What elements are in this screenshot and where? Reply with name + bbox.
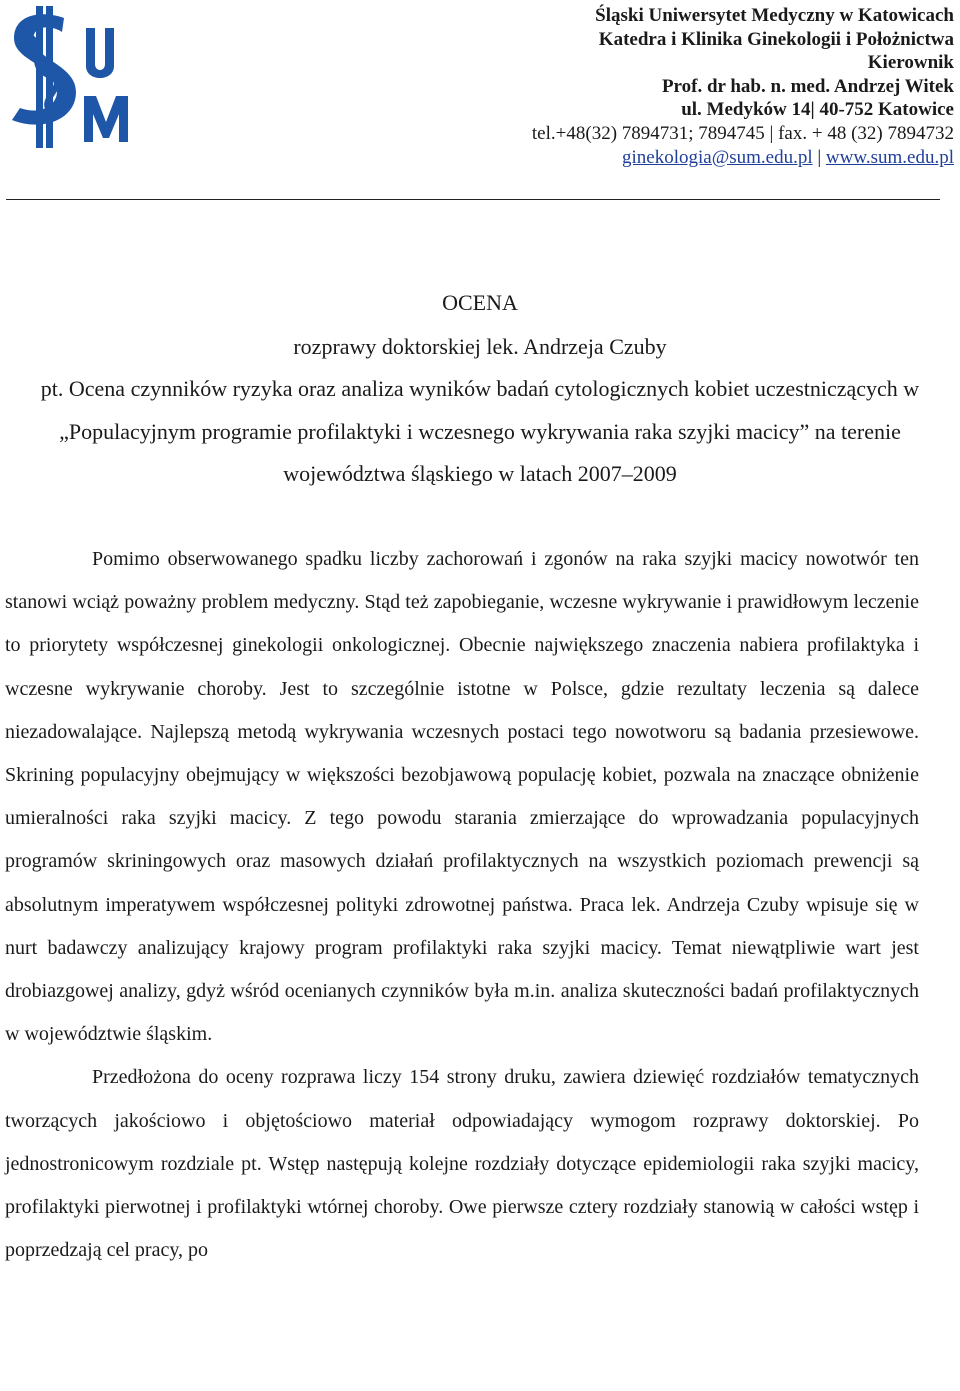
body-paragraph-1: Pomimo obserwowanego spadku liczby zachorowań i zgonów na raka szyjki macicy nowotwór ten stanowi wciąż poważny problem medyczny. Stąd też zapobieganie, wczesne wykrywanie i prawidłowym leczenie to priorytety współczesnej ginekologii onkologicznej. Obecnie największego znaczenia nabiera profilaktyka i wczesne wykrywanie choroby. Jest to szczególnie istotne w Polsce, gdzie rezultaty leczenia są dalece niezadowalające. Najlepszą metodą wykrywania wczesnych postaci tego nowotworu są badania przesiewowe. Skrining populacyjny obejmujący w większości bezobjawową populację kobiet, pozwala na znaczące obniżenie umieralności raka szyjki macicy. Z tego powodu starania zmierzające do wprowadzania populacyjnych programów skriningowych oraz masowych działań profilaktycznych na wszystkich poziomach prewencji są absolutnym imperatywem współczesnej polityki zdrowotnej państwa. Praca lek. Andrzeja Czuby wpisuje się w nurt badawczy analizujący krajowy program profilaktyki raka szyjki macicy. Temat niewątpliwie wart jest drobiazgowej analizy, gdyż wśród ocenianych czynników była m.in. analiza skuteczności badań profilaktycznych w województwie śląskim. (5, 548, 919, 1046)
email-link[interactable]: ginekologia@sum.edu.pl (622, 146, 813, 168)
sum-logo (2, 4, 154, 154)
phone-numbers: tel.+48(32) 7894731; 7894745 (531, 122, 765, 144)
fax-number: fax. + 48 (32) 7894732 (778, 122, 954, 144)
body-paragraph-2: Przedłożona do oceny rozprawa liczy 154 strony druku, zawiera dziewięć rozdziałów tematycznych tworzących jakościowo i objętościowo materiał odpowiadający wymogom rozprawy doktorskiej. Po jednostronicowym rozdziale pt. Wstęp następują kolejne rozdziały dotyczące epidemiologii raka szyjki macicy, profilaktyki pierwotnej i profilaktyki wtórnej choroby. Owe pierwsze cztery rozdziały stanowią w całości wstęp i poprzedzają cel pracy, po (5, 1066, 919, 1262)
contact-links (334, 146, 954, 170)
head-title: Kierownik (867, 52, 954, 74)
university-name: Śląski Uniwersytet Medyczny w Katowicach (595, 5, 954, 26)
review-body (5, 538, 919, 1272)
document-title-block (0, 281, 960, 496)
head-name: Prof. dr hab. n. med. Andrzej Witek (661, 75, 954, 97)
department-name: Katedra i Klinika Ginekologii i Położnictwa (598, 28, 954, 50)
website-link[interactable]: www.sum.edu.pl (825, 146, 954, 168)
thesis-subject: pt. Ocena czynników ryzyka oraz analiza wyników badań cytologicznych kobiet uczestniczących w „Populacyjnym programie profilaktyki i wczesnego wykrywania raka szyjki macicy” na terenie województwa śląskiego w latach 2007–2009 (40, 376, 920, 487)
contact-phones (334, 122, 954, 146)
document-heading: OCENA (442, 290, 518, 315)
document-subtitle: rozprawy doktorskiej lek. Andrzeja Czuby (293, 333, 667, 359)
institution-header (334, 4, 954, 169)
address: ul. Medyków 14| 40-752 Katowice (681, 99, 954, 121)
header-divider-line (6, 199, 940, 200)
separator: | (769, 122, 774, 144)
separator: | (817, 146, 822, 168)
